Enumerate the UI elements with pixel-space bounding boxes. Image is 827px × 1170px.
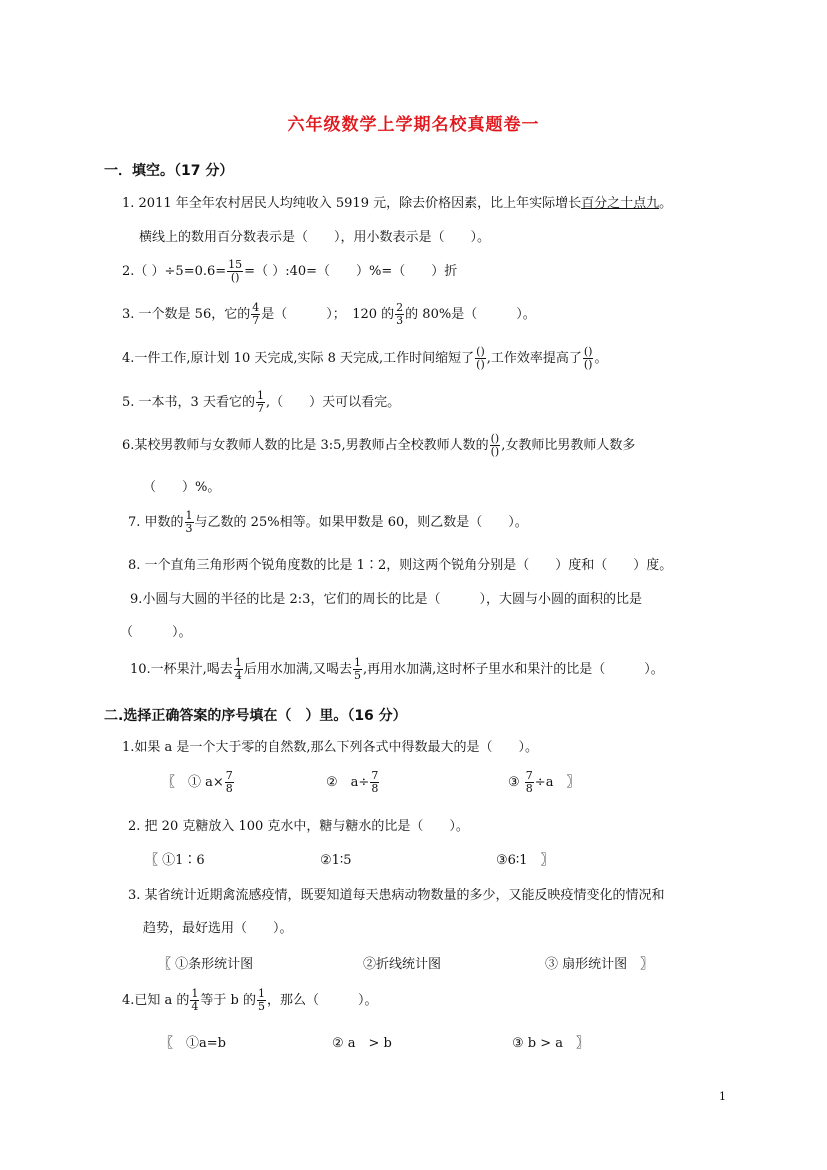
fraction: $\frac{7}{8}$	[225, 769, 233, 795]
fraction: $\frac{()}{()}$	[476, 345, 485, 371]
fraction: $\frac{()}{()}$	[490, 432, 500, 458]
fraction: $\frac{15}{()}$	[228, 258, 243, 284]
question-7: 7. 甲数的 $\frac{1}{3}$ 与乙数的 25%相等。如果甲数是 60，则乙数是（ ）。	[128, 509, 528, 535]
question-1-line-2: 横线上的数用百分数表示是（ ），用小数表示是（ ）。	[139, 230, 491, 245]
question-9-line-2: （ ）。	[120, 625, 192, 640]
choice-1-option-3: ③ $\frac{7}{8}$ ÷a 〗	[508, 769, 580, 795]
choice-2-option-3: ③6∶1 〗	[496, 853, 554, 868]
fraction: $\frac{1}{5}$	[258, 987, 266, 1013]
fraction: $\frac{1}{4}$	[191, 987, 199, 1013]
fraction: $\frac{4}{7}$	[252, 301, 260, 327]
choice-2-option-1: 〖 ①1∶6	[145, 853, 205, 868]
choice-4-option-1: 〖 ①a=b	[160, 1036, 226, 1051]
choice-question-3-line-2: 趋势，最好选用（ ）。	[143, 921, 293, 936]
choice-question-1: 1.如果 a 是一个大于零的自然数,那么下列各式中得数最大的是（ ）。	[122, 740, 539, 755]
choice-3-option-3: ③ 扇形统计图 〗	[545, 957, 654, 972]
choice-2-option-2: ②1∶5	[320, 853, 352, 868]
fraction: $\frac{1}{7}$	[256, 389, 264, 415]
choice-4-option-3: ③ b > a 〗	[512, 1036, 590, 1051]
fraction: $\frac{1}{3}$	[185, 509, 193, 535]
fraction: $\frac{1}{4}$	[234, 656, 242, 682]
question-1-line-1: 1. 2011 年全年农村居民人均纯收入 5919 元，除去价格因素，比上年实际增长百分之十点九。	[122, 196, 673, 211]
section-fill-blank-heading: 一．填空。（17 分）	[104, 163, 234, 179]
question-5: 5. 一本书，3 天看它的 $\frac{1}{7}$ ,（ ）天可以看完。	[122, 389, 401, 415]
page-title: 六年级数学上学期名校真题卷一	[287, 115, 540, 135]
question-6-line-2: （ ）%。	[143, 480, 221, 495]
choice-3-option-2: ②折线统计图	[363, 957, 442, 972]
choice-question-2: 2. 把 20 克糖放入 100 克水中，糖与糖水的比是（ ）。	[128, 819, 469, 834]
choice-1-option-2: ② a÷ $\frac{7}{8}$	[326, 769, 379, 795]
choice-3-option-1: 〖 ①条形统计图	[158, 957, 254, 972]
question-10: 10.一杯果汁,喝去 $\frac{1}{4}$ 后用水加满,又喝去 $\frac{1}{5}$ ,再用水加满,这时杯子里水和果汁的比是（ ）。	[130, 656, 664, 682]
fraction: $\frac{7}{8}$	[371, 769, 379, 795]
page-number: 1	[719, 1090, 726, 1103]
choice-1-option-1: 〖 ① a× $\frac{7}{8}$	[162, 769, 233, 795]
question-3: 3. 一个数是 56，它的 $\frac{4}{7}$ 是（ ）； 120 的 $\frac{2}{3}$ 的 80%是（ ）。	[122, 301, 536, 327]
question-9-line-1: 9.小圆与大圆的半径的比是 2:3，它们的周长的比是（ ），大圆与小圆的面积的比是	[130, 592, 642, 607]
fraction: $\frac{7}{8}$	[525, 769, 533, 795]
question-6-line-1: 6.某校男教师与女教师人数的比是 3:5,男教师占全校教师人数的 $\frac{()}{()}$ ,女教师比男教师人数多	[122, 432, 636, 458]
question-8: 8. 一个直角三角形两个锐角度数的比是 1∶2，则这两个锐角分别是（ ）度和（ ）度。	[128, 558, 673, 573]
fraction: $\frac{2}{3}$	[396, 301, 404, 327]
choice-question-4: 4.已知 a 的 $\frac{1}{4}$ 等于 b 的 $\frac{1}{5}$ ，那么（ ）。	[122, 987, 378, 1013]
choice-question-3-line-1: 3. 某省统计近期禽流感疫情，既要知道每天患病动物数量的多少，又能反映疫情变化的情况和	[128, 888, 665, 903]
choice-4-option-2: ② a > b	[332, 1036, 392, 1051]
question-4: 4.一件工作,原计划 10 天完成,实际 8 天完成,工作时间缩短了 $\frac{()}{()}$ ,工作效率提高了 $\frac{()}{()}$ 。	[122, 345, 608, 371]
fraction: $\frac{1}{5}$	[353, 656, 361, 682]
fraction: $\frac{()}{()}$	[583, 345, 593, 371]
underlined-text: 百分之十点九	[581, 196, 660, 211]
question-2: 2.（ ）÷5=0.6= $\frac{15}{()}$ =（ ）:40=（ ）%=（ ）折	[122, 258, 458, 284]
section-choice-heading: 二.选择正确答案的序号填在（ ）里。（16 分）	[104, 708, 407, 724]
